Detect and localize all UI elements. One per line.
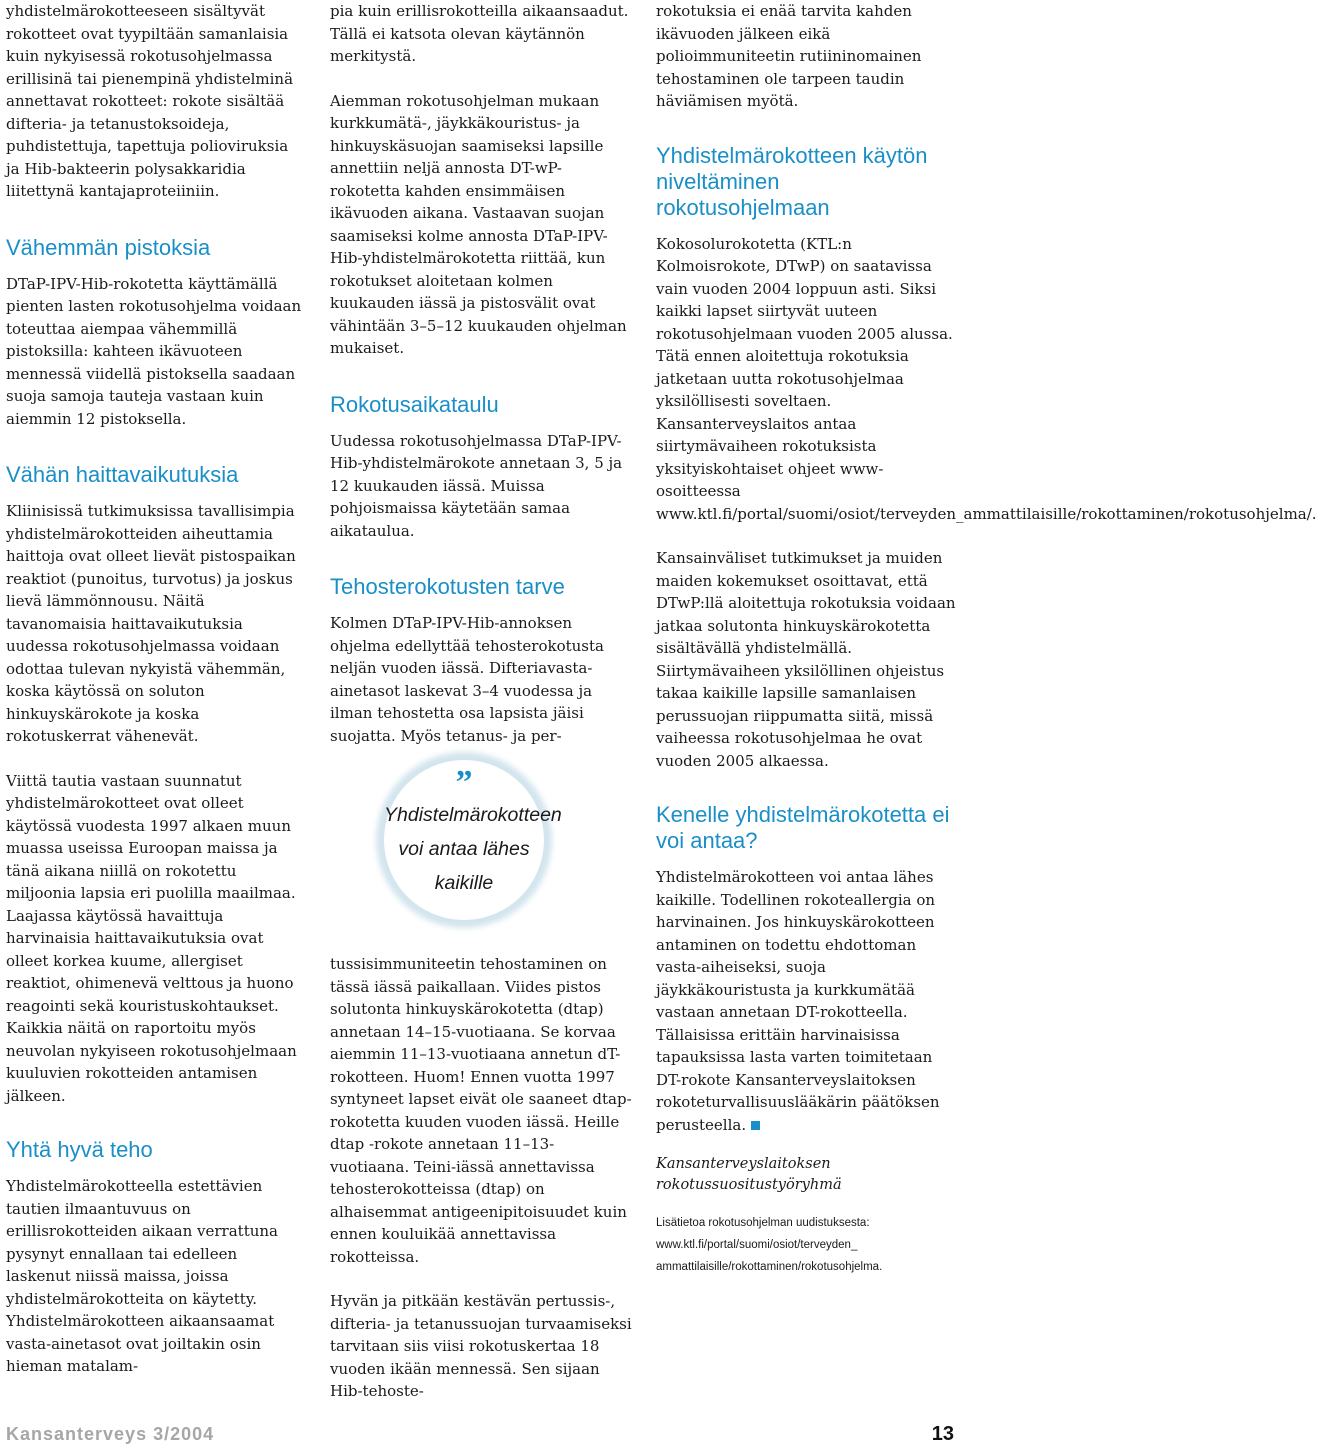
pull-quote-text: Yhdistelmärokotteen voi antaa lähes kaikille [384, 804, 562, 894]
heading-kenelle: Kenelle yhdistelmärokotetta ei voi antaa? [656, 802, 950, 853]
info-note-line-2: ammattilaisille/rokottaminen/rokotusohjelma. [656, 1261, 883, 1273]
pull-quote [384, 760, 562, 920]
paragraph: Hyvän ja pitkään kestävän pertussis-, difteria- ja tetanussuojan turvaamiseksi tarvitaan siis viisi rokotuskertaa 18 vuoden ikään mennessä. Sen sijaan Hib-tehoste- [330, 1292, 632, 1400]
paragraph: Yhdistelmärokotteella estettävien tautien ilmaantuvuus on erillisrokotteiden aikaan verrattuna pysynyt ennallaan tai edelleen laskenut niissä maissa, joissa yhdistelmärokotteita on käytetty. Yhdistelmärokotteen aikaansaamat vasta-ainetasot ovat joiltakin osin hieman matalam- [6, 1177, 278, 1375]
page-number: 13 [931, 1423, 954, 1445]
paragraph: Kokosolurokotetta (KTL:n Kolmoisrokote, DTwP) on saatavissa vain vuoden 2004 loppuun asti. Siksi kaikki lapset siirtyvät uuteen rokotusohjelmaan vuoden 2005 alussa. Tätä ennen aloitettuja rokotuksia jatketaan uutta rokotusohjelmaa yksilöllisesti soveltaen. Kansanterveyslaitos antaa siirtymävaiheen rokotuksista yksityiskohtaiset ohjeet www-osoitteessa www.ktl.fi/portal/suomi/osiot/terveyden_ammattilaisille/rokottaminen/rokotusohjelma/. [656, 234, 1317, 523]
paragraph: pia kuin erillisrokotteilla aikaansaadut. Tällä ei katsota olevan käytännön merkitystä. [330, 2, 629, 65]
paragraph: Uudessa rokotusohjelmassa DTaP-IPV-Hib-yhdistelmärokote annetaan 3, 5 ja 12 kuukauden iässä. Muissa pohjoismaissa käytetään samaa aikataulua. [330, 431, 623, 540]
heading-rokotusaikataulu: Rokotusaikataulu [330, 391, 499, 417]
paragraph-kenelle [656, 866, 956, 1136]
heading-yhta-hyva-teho: Yhtä hyvä teho [6, 1137, 153, 1162]
column-2 [330, 0, 632, 1403]
paragraph: yhdistelmärokotteeseen sisältyvät rokotteet ovat tyypiltään samanlaisia kuin nykyisessä rokotusohjelmassa erillisinä tai pienempinä yhdistelminä annettavat rokotteet: rokote sisältää difteria- ja tetanustoksoideja, puhdistettuja, tapettuja polioviruksia ja Hib-bakteerin polysakkaridia liitettynä kantajaproteiiniin. [6, 2, 294, 200]
paragraph: Aiemman rokotusohjelman mukaan kurkkumätä-, jäykkäkouristus- ja hinkuyskäsuojan saamiseksi lapsille annettiin neljä annosta DT-wP-rokotetta kahden ensimmäisen ikävuoden aikana. Vastaavan suojan saamiseksi kolme annosta DTaP-IPV-Hib-yhdistelmärokotetta riittää, kun rokotukset aloitetaan kolmen kuukauden iässä ja pistosvälit ovat vähintään 3–5–12 kuukauden ohjelman mukaiset. [330, 91, 627, 357]
paragraph: rokotuksia ei enää tarvita kahden ikävuoden jälkeen eikä polioimmuniteetin rutiininomainen tehostaminen ole tarpeen taudin häviämisen myötä. [656, 2, 922, 110]
paragraph-text: Yhdistelmärokotteen voi antaa lähes kaikille. Todellinen rokoteallergia on harvinainen. Jos hinkuyskärokotteen antaminen on todettu ehdottoman vasta-aiheiseksi, suoja jäykkäkouristusta ja kurkkumätää vastaan annetaan DT-rokotteella. Tällaisissa erittäin harvinaisissa tapauksissa lasta varten toimitetaan DT-rokote Kansanterveyslaitoksen rokoteturvallisuuslääkärin päätöksen perusteella. [656, 868, 940, 1134]
column-3 [656, 0, 1317, 1278]
info-note-line-1: Lisätietoa rokotusohjelman uudistuksesta: www.ktl.fi/portal/suomi/osiot/terveyden_ [656, 1217, 870, 1251]
quote-mark-icon: ” [455, 764, 473, 801]
end-square-icon [751, 1121, 760, 1130]
heading-vahemman-pistoksia: Vähemmän pistoksia [6, 234, 211, 260]
magazine-footer: Kansanterveys 3/2004 [6, 1424, 215, 1444]
heading-vahan-haittavaikutuksia: Vähän haittavaikutuksia [6, 462, 239, 487]
paragraph: Kliinisissä tutkimuksissa tavallisimpia yhdistelmärokotteiden aiheuttamia haittoja ovat olleet lievät pistospaikan reaktiot (punoitus, turvotus) ja joskus lievä lämmönnousu. Näitä tavanomaisia haittavaikutuksia uudessa rokotusohjelmassa voidaan odottaa tulevan nykyistä vähemmän, koska käytössä on soluton hinkuyskärokote ja koska rokotuskerrat vähenevät. [6, 502, 296, 745]
info-note [656, 1212, 956, 1278]
signature [656, 1154, 956, 1196]
column-1 [6, 0, 306, 1378]
heading-tehosterokotusten-tarve: Tehosterokotusten tarve [330, 574, 565, 599]
paragraph: Kansainväliset tutkimukset ja muiden maiden kokemukset osoittavat, että DTwP:llä aloitettuja rokotuksia voidaan jatkaa solutonta hinkuyskärokotetta sisältävällä yhdistelmällä. Siirtymävaiheen yksilöllinen ohjeistus takaa kaikille lapsille samanlaisen perussuojan riippumatta siitä, missä vaiheessa rokotusohjelmaa he ovat vuoden 2005 alkaessa. [656, 549, 956, 770]
paragraph: Viittä tautia vastaan suunnatut yhdistelmärokotteet ovat olleet käytössä vuodesta 1997 alkaen muun muassa useissa Euroopan maissa ja tänä aikana niillä on rokotettu miljoonia lapsia eri puolilla maailmaa. Laajassa käytössä havaittuja harvinaisia haittavaikutuksia ovat olleet korkea kuume, allergiset reaktiot, ohimenevä velttous ja huono reagointi sekä kouristuskohtaukset. Kaikkia näitä on raportoitu myös neuvolan nykyiseen rokotusohjelmaan kuuluvien rokotteiden antamisen jälkeen. [6, 771, 297, 1105]
paragraph: DTaP-IPV-Hib-rokotetta käyttämällä pienten lasten rokotusohjelma voidaan toteuttaa aiempaa vähemmillä pistoksilla: kahteen ikävuoteen mennessä viidellä pistoksella saadaan suoja samoja tauteja vastaan kuin aiemmin 12 pistoksella. [6, 274, 302, 428]
signature-line-2: rokotussuositustyöryhmä [656, 1177, 842, 1193]
paragraph: Kolmen DTaP-IPV-Hib-annoksen ohjelma edellyttää tehosterokotusta neljän vuoden iässä. Difteriavasta-ainetasot laskevat 3–4 vuodessa ja ilman tehostetta osa lapsista jäisi suojatta. Myös tetanus- ja per- [330, 614, 604, 745]
signature-line-1: Kansanterveyslaitoksen [656, 1156, 831, 1172]
heading-niveltaminen: Yhdistelmärokotteen käytön niveltäminen rokotusohjelmaan [656, 142, 928, 220]
paragraph: tussisimmuniteetin tehostaminen on tässä iässä paikallaan. Viides pistos solutonta hinkuyskärokotetta (dtap) annetaan 14–15-vuotiaana. Se korvaa aiemmin 11–13-vuotiaana annetun dT-rokotteen. Huom! Ennen vuotta 1997 syntyneet lapset eivät ole saaneet dtap-rokotetta kuuden vuoden iässä. Heille dtap -rokote annetaan 11–13-vuotiaana. Teini-iässä annettavissa tehosterokotteissa (dtap) on alhaisemmat antigeenipitoisuudet kuin ennen kouluikää annettavissa rokotteissa. [330, 955, 632, 1266]
